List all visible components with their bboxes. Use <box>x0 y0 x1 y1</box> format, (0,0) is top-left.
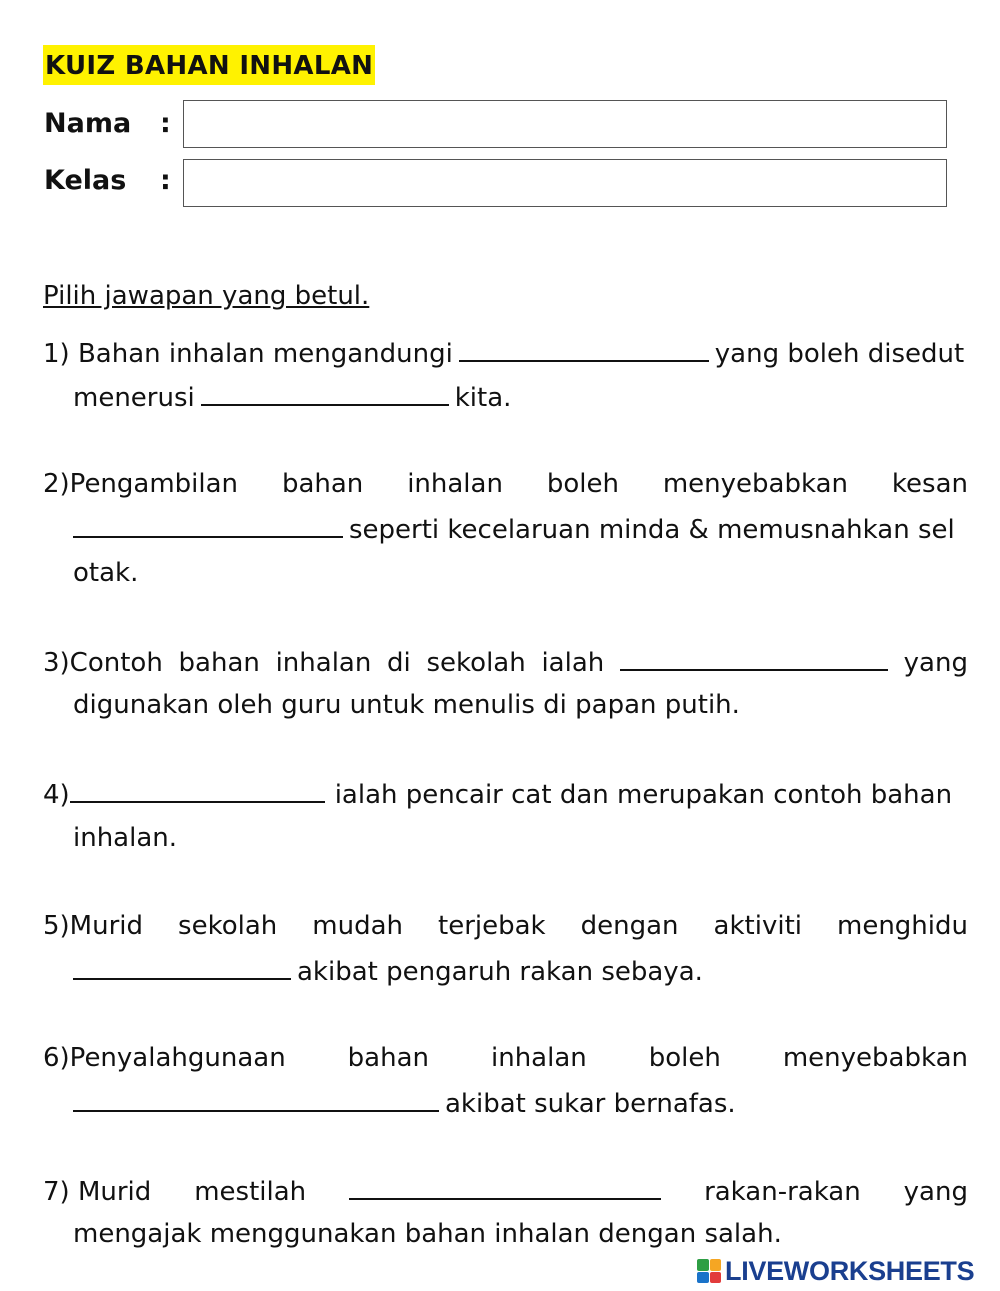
question-6-word: boleh <box>648 1043 721 1073</box>
question-1-line-1 <box>43 334 964 372</box>
question-6-word: 6)Penyalahgunaan <box>43 1043 286 1073</box>
question-2-word: kesan <box>891 469 968 499</box>
question-2-line-2 <box>73 510 955 548</box>
question-4-line-2: inhalan. <box>73 823 178 853</box>
answer-blank-2[interactable] <box>73 510 343 538</box>
question-5-line-2 <box>73 952 703 990</box>
name-input[interactable] <box>183 100 947 148</box>
question-2-text: seperti kecelaruan minda & memusnahkan sel <box>349 515 955 545</box>
question-4-text: ialah pencair cat dan merupakan contoh bahan <box>334 780 953 810</box>
question-3-word: di <box>387 648 411 678</box>
question-4-number: 4) <box>43 780 70 810</box>
question-3-word: sekolah <box>426 648 526 678</box>
name-colon: : <box>160 108 171 139</box>
question-5-word: terjebak <box>438 911 546 941</box>
question-7-word: yang <box>903 1177 968 1207</box>
answer-blank-6[interactable] <box>73 1084 439 1112</box>
answer-blank-4[interactable] <box>70 775 325 803</box>
question-5-word: 5)Murid <box>43 911 144 941</box>
answer-blank-1a[interactable] <box>459 334 709 362</box>
question-7-word: mestilah <box>194 1177 307 1207</box>
answer-blank-3[interactable] <box>620 643 888 671</box>
question-7-line-1 <box>43 1172 968 1210</box>
question-2-word: menyebabkan <box>662 469 848 499</box>
question-6-text: akibat sukar bernafas. <box>445 1089 736 1119</box>
question-5-word: dengan <box>580 911 679 941</box>
question-1-text: 1) Bahan inhalan mengandungi <box>43 339 453 369</box>
logo-tile <box>710 1272 722 1284</box>
logo-tile <box>697 1272 709 1284</box>
question-4-line-1 <box>43 775 952 813</box>
question-3-line-2: digunakan oleh guru untuk menulis di papan putih. <box>73 690 740 720</box>
question-6-word: menyebabkan <box>782 1043 968 1073</box>
question-2-line-1 <box>43 466 968 502</box>
question-7-word: 7) Murid <box>43 1177 152 1207</box>
question-2-word: 2)Pengambilan <box>43 469 239 499</box>
question-6-word: inhalan <box>491 1043 587 1073</box>
liveworksheets-logo[interactable] <box>697 1254 974 1288</box>
question-6-line-1 <box>43 1040 968 1076</box>
question-1-line-2 <box>73 378 511 416</box>
question-3-word: ialah <box>541 648 605 678</box>
question-6-line-2 <box>73 1084 736 1122</box>
question-5-word: menghidu <box>837 911 968 941</box>
question-2-line-3: otak. <box>73 558 139 588</box>
question-2-word: bahan <box>281 469 364 499</box>
question-1-text: kita. <box>454 383 512 413</box>
question-5-text: akibat pengaruh rakan sebaya. <box>297 957 703 987</box>
class-input[interactable] <box>183 159 947 207</box>
question-3-word: 3)Contoh <box>43 648 163 678</box>
answer-blank-1b[interactable] <box>201 378 449 406</box>
question-3-word: bahan <box>178 648 260 678</box>
liveworksheets-logo-icon <box>697 1259 721 1283</box>
question-2-word: inhalan <box>407 469 503 499</box>
question-5-word: aktiviti <box>713 911 802 941</box>
question-6-word: bahan <box>347 1043 429 1073</box>
answer-blank-7[interactable] <box>349 1172 661 1200</box>
question-3-word: inhalan <box>275 648 372 678</box>
class-label: Kelas <box>44 165 127 196</box>
question-7-line-2: mengajak menggunakan bahan inhalan dengan salah. <box>73 1219 782 1249</box>
question-5-word: sekolah <box>178 911 278 941</box>
logo-tile <box>697 1259 709 1271</box>
question-1-text: yang boleh disedut <box>714 339 965 369</box>
question-7-word: rakan-rakan <box>704 1177 861 1207</box>
question-1-text: menerusi <box>73 383 195 413</box>
question-5-word: mudah <box>312 911 403 941</box>
question-5-line-1 <box>43 908 968 944</box>
page-title: KUIZ BAHAN INHALAN <box>43 45 375 85</box>
answer-blank-5[interactable] <box>73 952 291 980</box>
class-colon: : <box>160 165 171 196</box>
question-3-word: yang <box>903 648 968 678</box>
instruction: Pilih jawapan yang betul. <box>43 281 370 311</box>
logo-text: LIVEWORKSHEETS <box>725 1255 975 1286</box>
logo-tile <box>710 1259 722 1271</box>
question-3-line-1 <box>43 643 968 681</box>
question-2-word: boleh <box>546 469 619 499</box>
name-label: Nama <box>44 108 132 139</box>
